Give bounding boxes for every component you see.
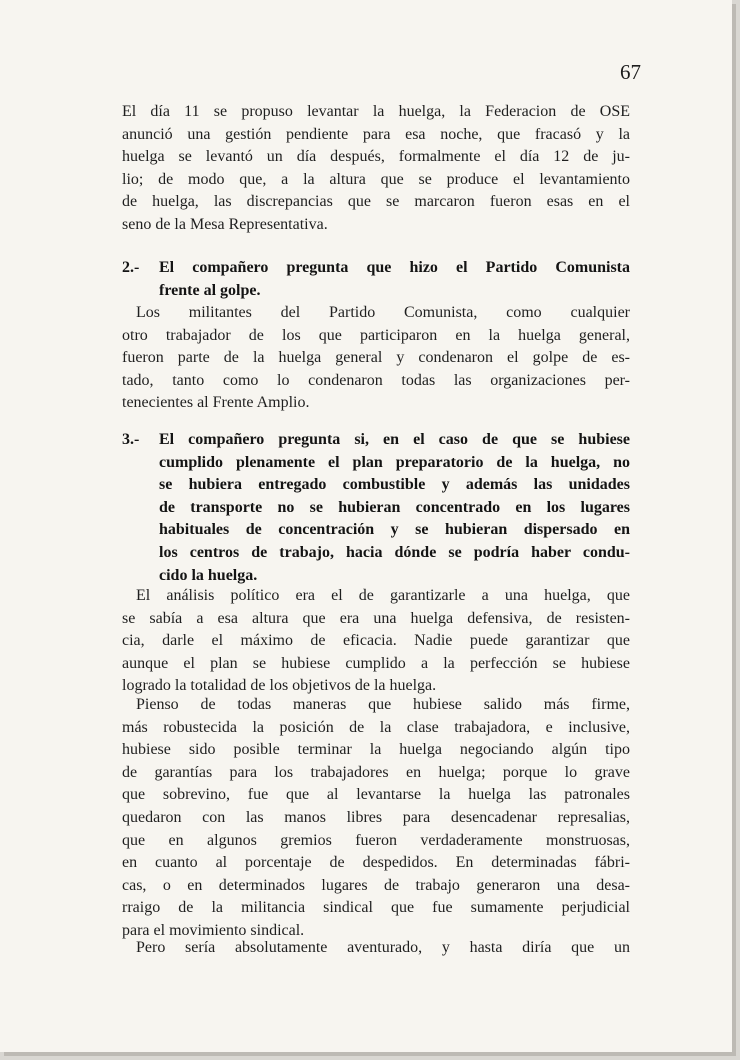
text-line: se sabía a esa altura que era una huelga defensiva, de resisten- — [122, 609, 630, 627]
text-line: logrado la totalidad de los objetivos de la huelga. — [122, 677, 437, 695]
question-3 — [122, 429, 630, 587]
question-line: se hubiera entregado combustible y además las unidades — [159, 476, 630, 494]
question-line: cido la huelga. — [159, 566, 258, 584]
question-text — [159, 429, 630, 587]
question-line: de transporte no se hubieran concentrado en los lugares — [159, 498, 630, 516]
text-line: más robustecida la posición de la clase trabajadora, e inclusive, — [122, 718, 630, 736]
text-line: de huelga, las discrepancias que se marcaron fueron esas en el — [122, 193, 630, 211]
text-line: en cuanto al porcentaje de despedidos. En determinadas fábri- — [122, 854, 630, 872]
question-2 — [122, 257, 630, 302]
question-line: cumplido plenamente el plan preparatorio de la huelga, no — [159, 453, 630, 471]
text-line: lio; de modo que, a la altura que se produce el levantamiento — [122, 170, 630, 188]
question-line: los centros de trabajo, hacia dónde se podría haber condu- — [159, 543, 630, 561]
text-line: fueron parte de la huelga general y condenaron el golpe de es- — [122, 349, 630, 367]
paragraph-1 — [122, 101, 630, 237]
question-line: El compañero pregunta si, en el caso de que se hubiese — [159, 431, 630, 448]
text-line: para el movimiento sindical. — [122, 921, 305, 939]
text-line: Los militantes del Partido Comunista, como cualquier — [136, 304, 630, 321]
question-line: frente al golpe. — [159, 281, 261, 299]
question-text — [159, 257, 630, 302]
text-line: hubiese sido posible terminar la huelga negociando algún tipo — [122, 741, 630, 759]
text-line: huelga se levantó un día después, formalmente el día 12 de ju- — [122, 148, 630, 166]
question-number: 3.- — [122, 431, 140, 448]
paragraph-5 — [122, 937, 630, 960]
paragraph-4 — [122, 694, 630, 943]
text-line: tado, tanto como lo condenaron todas las organizaciones per- — [122, 371, 630, 389]
paragraph-3 — [122, 585, 630, 698]
text-line: que sobrevino, fue que al levantarse la huelga las patronales — [122, 786, 630, 804]
text-line: quedaron con las manos libres para desencadenar represalias, — [122, 808, 630, 826]
question-line: habituales de concentración y se hubieran dispersado en — [159, 521, 630, 539]
text-line: Pero sería absolutamente aventurado, y hasta diría que un — [136, 939, 630, 956]
text-line: aunque el plan se hubiese cumplido a la perfección se hubiese — [122, 654, 630, 672]
text-line: cia, darle el máximo de eficacia. Nadie puede garantizar que — [122, 632, 630, 650]
page-number: 67 — [620, 60, 641, 84]
question-line: El compañero pregunta que hizo el Partido Comunista — [159, 259, 630, 276]
question-number: 2.- — [122, 259, 140, 276]
paragraph-2 — [122, 302, 630, 415]
text-line: otro trabajador de los que participaron en la huelga general, — [122, 326, 630, 344]
text-line: anunció una gestión pendiente para esa noche, que fracasó y la — [122, 125, 630, 143]
text-line: que en algunos gremios fueron verdaderamente monstruosas, — [122, 831, 630, 849]
text-line: seno de la Mesa Representativa. — [122, 215, 328, 233]
text-line: rraigo de la militancia sindical que fue sumamente perjudicial — [122, 899, 630, 917]
text-line: Pienso de todas maneras que hubiese salido más firme, — [136, 696, 630, 713]
text-line: de garantías para los trabajadores en huelga; porque lo grave — [122, 763, 630, 781]
text-line: El día 11 se propuso levantar la huelga, la Federacion de OSE — [122, 103, 630, 120]
text-line: tenecientes al Frente Amplio. — [122, 394, 310, 412]
text-line: El análisis político era el de garantizarle a una huelga, que — [136, 587, 630, 604]
text-line: cas, o en determinados lugares de trabajo generaron una desa- — [122, 876, 630, 894]
